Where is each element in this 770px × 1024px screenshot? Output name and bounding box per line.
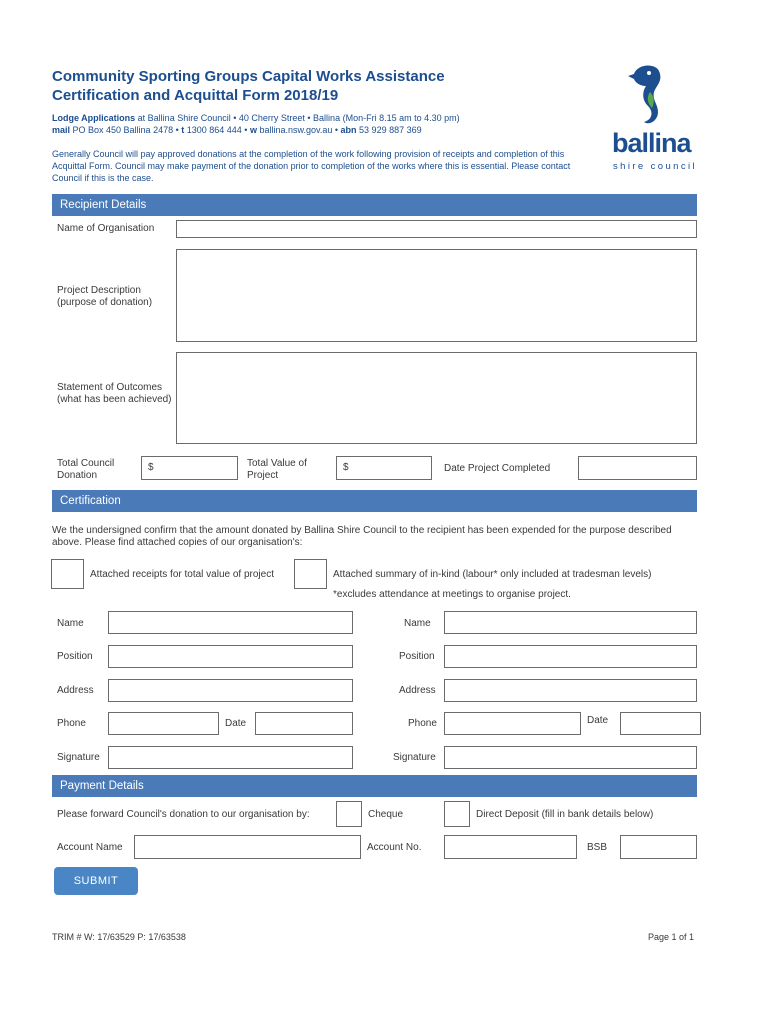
account-name-label: Account Name	[57, 842, 123, 853]
date-completed-field[interactable]	[578, 456, 697, 480]
account-no-label: Account No.	[367, 842, 422, 853]
phone-label-1: Phone	[57, 718, 86, 729]
date-completed-label: Date Project Completed	[444, 463, 551, 474]
project-desc-field[interactable]	[176, 249, 697, 342]
forward-label: Please forward Council's donation to our organisation by:	[57, 809, 310, 820]
submit-button[interactable]: SUBMIT	[54, 867, 138, 895]
signature-label-1: Signature	[57, 752, 100, 763]
outcomes-label: Statement of Outcomes (what has been achieved)	[57, 382, 172, 405]
address-label-2: Address	[399, 685, 436, 696]
intro-text: Generally Council will pay approved donations at the completion of the work following provision of receipts and completion of this Acquittal Form. Council may make payment of the donation prior to completion of the works where this is essential. Please contact Council if this is the case.	[52, 149, 571, 183]
project-desc-label: Project Description (purpose of donation)	[57, 285, 153, 308]
signature-label-2: Signature	[393, 752, 436, 763]
receipts-checkbox[interactable]	[51, 559, 84, 589]
date-label-1: Date	[225, 718, 247, 729]
phone-field-2[interactable]	[444, 712, 581, 735]
logo-name: ballina	[612, 128, 691, 158]
org-name-field[interactable]	[176, 220, 697, 238]
currency-symbol: $	[148, 462, 154, 473]
form-title: Community Sporting Groups Capital Works Assistance Certification and Acquittal Form 2018/19	[52, 68, 445, 104]
payment-details-heading: Payment Details	[52, 775, 697, 797]
name-label-2: Name	[404, 618, 431, 629]
currency-symbol: $	[343, 462, 349, 473]
council-donation-field[interactable]	[141, 456, 238, 480]
outcomes-field[interactable]	[176, 352, 697, 444]
bsb-label: BSB	[587, 842, 608, 853]
certification-heading: Certification	[52, 490, 697, 512]
phone-field-1[interactable]	[108, 712, 219, 735]
position-field-1[interactable]	[108, 645, 353, 668]
logo-subtitle: shire council	[613, 161, 698, 172]
recipient-details-heading: Recipient Details	[52, 194, 697, 216]
inkind-checkbox[interactable]	[294, 559, 327, 589]
name-label-1: Name	[57, 618, 84, 629]
seahorse-icon	[622, 62, 672, 130]
position-label-1: Position	[57, 651, 93, 662]
footnote: *excludes attendance at meetings to organise project.	[333, 589, 571, 600]
trim-reference: TRIM # W: 17/63529 P: 17/63538	[52, 932, 186, 942]
cheque-label: Cheque	[368, 809, 404, 820]
signature-field-2[interactable]	[444, 746, 697, 769]
position-label-2: Position	[399, 651, 435, 662]
inkind-label: Attached summary of in-kind (labour* only included at tradesman levels)	[333, 569, 652, 580]
address-label-1: Address	[57, 685, 94, 696]
page-number: Page 1 of 1	[648, 932, 695, 942]
date-field-2[interactable]	[620, 712, 701, 735]
phone-label-2: Phone	[408, 718, 437, 729]
signature-field-1[interactable]	[108, 746, 353, 769]
total-value-label: Total Value of Project	[247, 458, 307, 481]
address-field-2[interactable]	[444, 679, 697, 702]
lodge-info: Lodge Applications at Ballina Shire Council • 40 Cherry Street • Ballina (Mon-Fri 8.15 am to 4.30 pm) mail PO Box 450 Ballina 2478 • t 1300 864 444 • w ballina.nsw.gov.au • abn 53 929 887 369	[52, 113, 460, 135]
name-field-1[interactable]	[108, 611, 353, 634]
org-name-label: Name of Organisation	[57, 223, 155, 234]
certification-statement: We the undersigned confirm that the amount donated by Ballina Shire Council to the recipient has been expended for the purpose described above. Please find attached copies of our organisation's:	[52, 525, 672, 548]
direct-deposit-label: Direct Deposit (fill in bank details below)	[476, 809, 654, 820]
receipts-label: Attached receipts for total value of project	[90, 569, 274, 580]
direct-deposit-checkbox[interactable]	[444, 801, 470, 827]
date-label-2: Date	[587, 715, 609, 726]
date-field-1[interactable]	[255, 712, 353, 735]
address-field-1[interactable]	[108, 679, 353, 702]
account-name-field[interactable]	[134, 835, 361, 859]
bsb-field[interactable]	[620, 835, 697, 859]
name-field-2[interactable]	[444, 611, 697, 634]
council-donation-label: Total Council Donation	[57, 458, 115, 481]
account-no-field[interactable]	[444, 835, 577, 859]
cheque-checkbox[interactable]	[336, 801, 362, 827]
position-field-2[interactable]	[444, 645, 697, 668]
total-value-field[interactable]	[336, 456, 432, 480]
